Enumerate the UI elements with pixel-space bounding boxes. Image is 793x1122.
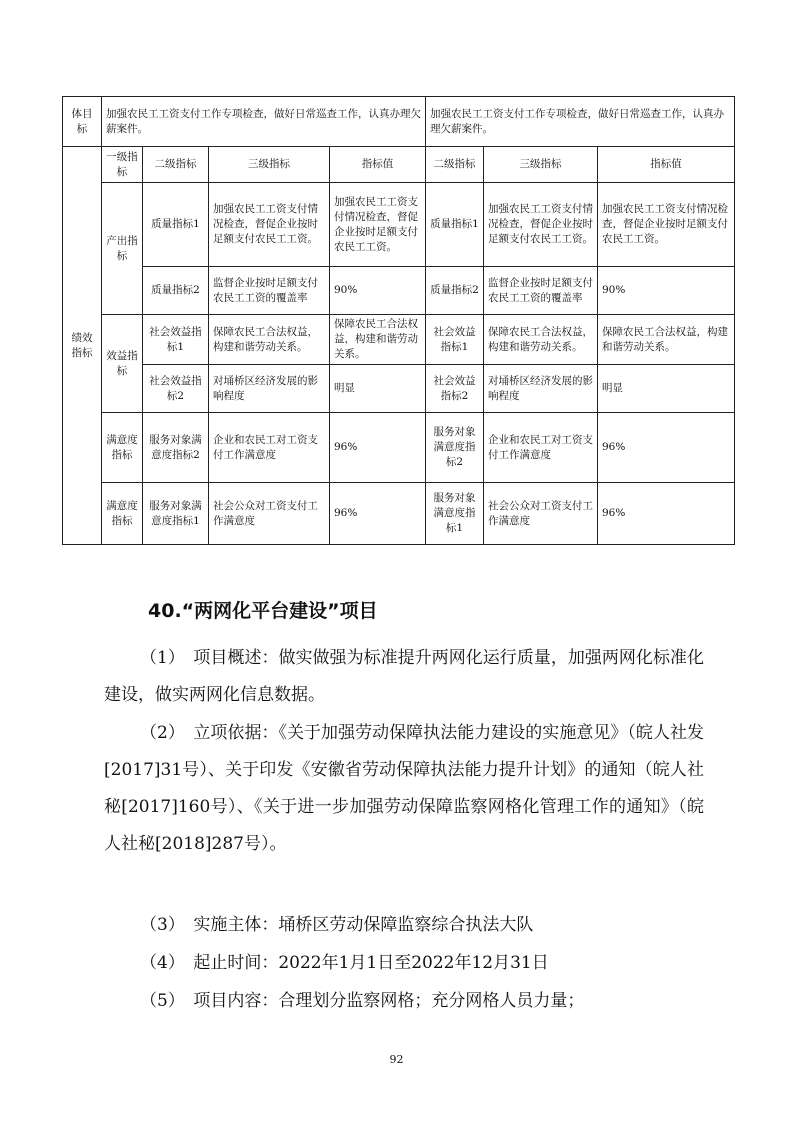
cell: 社会效益指标1	[426, 315, 484, 365]
perf-indicator-label: 绩效指标	[63, 147, 102, 545]
cell: 企业和农民工对工资支付工作满意度	[484, 413, 598, 483]
cell: 服务对象满意度指标1	[426, 483, 484, 545]
header-value-left: 指标值	[330, 147, 426, 183]
group-benefit: 效益指标	[102, 315, 143, 413]
cell: 明显	[330, 365, 426, 413]
table-row	[63, 267, 735, 315]
header-level3-right: 三级指标	[484, 147, 598, 183]
header-row	[63, 147, 735, 183]
cell: 96%	[330, 413, 426, 483]
cell: 社会效益指标2	[143, 365, 209, 413]
cell: 质量指标2	[426, 267, 484, 315]
cell: 企业和农民工对工资支付工作满意度	[209, 413, 330, 483]
target-text-left: 加强农民工工资支付工作专项检查，做好日常巡查工作，认真办理欠薪案件。	[102, 97, 426, 147]
cell: 90%	[330, 267, 426, 315]
cell: 对埇桥区经济发展的影响程度	[209, 365, 330, 413]
cell: 90%	[598, 267, 735, 315]
table-row	[63, 183, 735, 267]
cell: 监督企业按时足额支付农民工工资的覆盖率	[484, 267, 598, 315]
group-satisfaction-2: 满意度指标	[102, 483, 143, 545]
cell: 保障农民工合法权益，构建和谐劳动关系。	[209, 315, 330, 365]
section-title: 40.“两网化平台建设”项目	[148, 600, 378, 622]
cell: 社会效益指标1	[143, 315, 209, 365]
paragraph: （5） 项目内容：合理划分监察网格；充分网格人员力量；	[140, 991, 585, 1011]
target-text-right: 加强农民工工资支付工作专项检查，做好日常巡查工作，认真办理欠薪案件。	[426, 97, 735, 147]
cell: 96%	[598, 413, 735, 483]
paragraph: （2） 立项依据：《关于加强劳动保障执法能力建设的实施意见》（皖人社发[2017]31号）、关于印发《安徽省劳动保障执法能力提升计划》的通知（皖人社秘[2017]160号）、《关于进一步加强劳动保障监察网格化管理工作的通知》（皖人社秘[2018]287号）。	[104, 723, 704, 854]
cell: 服务对象满意度指标2	[426, 413, 484, 483]
cell: 社会公众对工资支付工作满意度	[209, 483, 330, 545]
table-row	[63, 413, 735, 483]
cell: 加强农民工工资支付情况检查，督促企业按时足额支付农民工工资。	[484, 183, 598, 267]
cell: 质量指标1	[426, 183, 484, 267]
table-row	[63, 483, 735, 545]
cell: 服务对象满意度指标2	[143, 413, 209, 483]
cell: 保障农民工合法权益，构建和谐劳动关系。	[484, 315, 598, 365]
target-label: 体目标	[63, 97, 102, 147]
performance-table	[62, 96, 735, 545]
cell: 加强农民工工资支付情况检查，督促企业按时足额支付农民工工资。	[209, 183, 330, 267]
header-level1: 一级指标	[102, 147, 143, 183]
cell: 质量指标2	[143, 267, 209, 315]
table-row	[63, 365, 735, 413]
cell: 96%	[598, 483, 735, 545]
header-level2-left: 二级指标	[143, 147, 209, 183]
group-satisfaction: 满意度指标	[102, 413, 143, 483]
header-value-right: 指标值	[598, 147, 735, 183]
cell: 加强农民工工资支付情况检查，督促企业按时足额支付农民工工资。	[598, 183, 735, 267]
page-number: 92	[389, 1053, 404, 1066]
group-output: 产出指标	[102, 183, 143, 315]
cell: 加强农民工工资支付情况检查，督促企业按时足额支付农民工工资。	[330, 183, 426, 267]
cell: 保障农民工合法权益，构建和谐劳动关系。	[598, 315, 735, 365]
cell: 保障农民工合法权益，构建和谐劳动关系。	[330, 315, 426, 365]
paragraph: （1） 项目概述：做实做强为标准提升两网化运行质量，加强两网化标准化建设，做实两网化信息数据。	[104, 648, 704, 705]
paragraph: （4） 起止时间：2022年1月1日至2022年12月31日	[140, 953, 549, 973]
cell: 质量指标1	[143, 183, 209, 267]
cell: 96%	[330, 483, 426, 545]
cell: 服务对象满意度指标1	[143, 483, 209, 545]
cell: 社会公众对工资支付工作满意度	[484, 483, 598, 545]
cell: 监督企业按时足额支付农民工工资的覆盖率	[209, 267, 330, 315]
target-row	[63, 97, 735, 147]
paragraph: （3） 实施主体：埇桥区劳动保障监察综合执法大队	[140, 915, 534, 935]
table-row	[63, 315, 735, 365]
header-level3-left: 三级指标	[209, 147, 330, 183]
cell: 对埇桥区经济发展的影响程度	[484, 365, 598, 413]
cell: 明显	[598, 365, 735, 413]
header-level2-right: 二级指标	[426, 147, 484, 183]
cell: 社会效益指标2	[426, 365, 484, 413]
